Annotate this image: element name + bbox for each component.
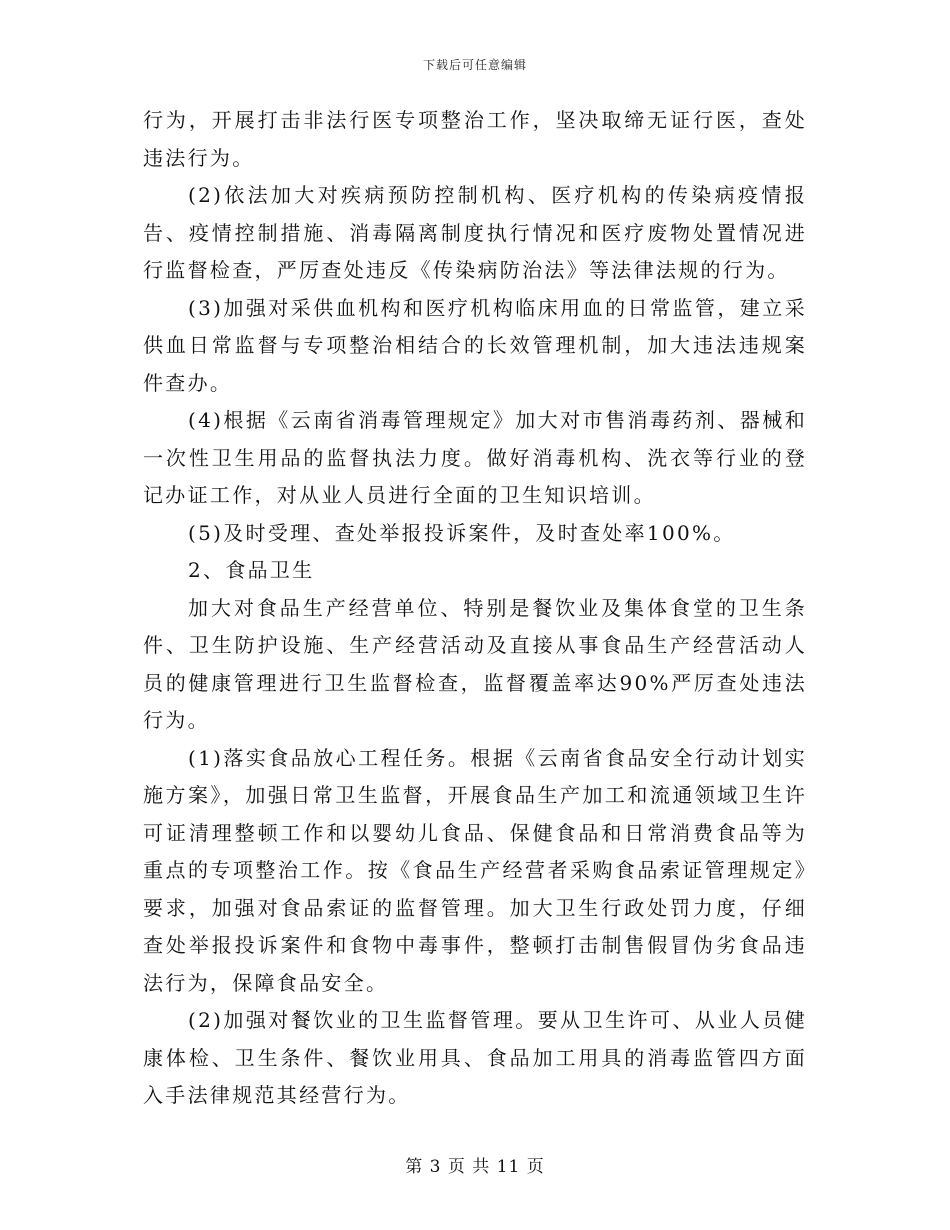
section-heading-food-hygiene: 2、食品卫生 (188, 558, 315, 582)
document-body (143, 102, 807, 1115)
paragraph-food-hygiene-intro: 加大对食品生产经营单位、特别是餐饮业及集体食堂的卫生条件、卫生防护设施、生产经营活动及直接从事食品生产经营活动人员的健康管理进行卫生监督检查，监督覆盖率达90%严厉查处违法行为。 (143, 595, 807, 732)
paragraph-continuation: 行为，开展打击非法行医专项整治工作，坚决取缔无证行医，查处违法行为。 (143, 108, 807, 170)
paragraph-item-5: (5)及时受理、查处举报投诉案件，及时查处率100%。 (188, 520, 736, 545)
paragraph-item-3: (3)加强对采供血机构和医疗机构临床用血的日常监管，建立采供血日常监督与专项整治相结合的长效管理机制，加大违法违规案件查办。 (143, 295, 807, 395)
paragraph-item-2: (2)依法加大对疾病预防控制机构、医疗机构的传染病疫情报告、疫情控制措施、消毒隔离制度执行情况和医疗废物处置情况进行监督检查，严厉查处违反《传染病防治法》等法律法规的行为。 (143, 183, 807, 282)
paragraph-item-4: (4)根据《云南省消毒管理规定》加大对市售消毒药剂、器械和一次性卫生用品的监督执法力度。做好消毒机构、洗衣等行业的登记办证工作，对从业人员进行全面的卫生知识培训。 (143, 408, 807, 507)
page-header: 下载后可任意编辑 (422, 58, 527, 72)
paragraph-food-item-1: (1)落实食品放心工程任务。根据《云南省食品安全行动计划实施方案》，加强日常卫生监督，开展食品生产加工和流通领域卫生许可证清理整顿工作和以婴幼儿食品、保健食品和日常消费食品等为重点的专项整治工作。按《食品生产经营者采购食品索证管理规定》要求，加强对食品索证的监督管理。加大卫生行政处罚力度，仔细查处举报投诉案件和食物中毒事件，整顿打击制售假冒伪劣食品违法行为，保障食品安全。 (143, 745, 807, 995)
paragraph-food-item-2: (2)加强对餐饮业的卫生监督管理。要从卫生许可、从业人员健康体检、卫生条件、餐饮业用具、食品加工用具的消毒监管四方面入手法律规范其经营行为。 (143, 1008, 807, 1107)
page-footer: 第 3 页 共 11 页 (405, 1157, 545, 1177)
